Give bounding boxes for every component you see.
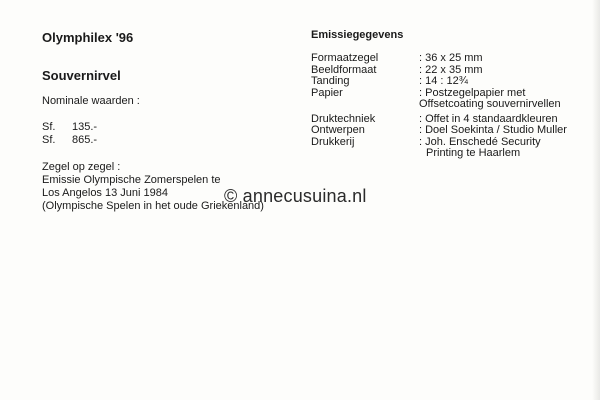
spec-value: [419, 53, 589, 65]
spec-label: Drukkerij: [311, 135, 355, 148]
spec-label: Beeldformaat: [311, 63, 377, 76]
spec-row: [311, 125, 596, 137]
spec-row: [311, 76, 596, 88]
spec-value-text: : Postzegelpapier met: [419, 86, 526, 99]
spec-value-text: : 36 x 25 mm: [419, 52, 483, 64]
nominale-values: [42, 121, 282, 147]
spec-value: [419, 137, 589, 160]
spec-value-text: : Offet in 4 standaardkleuren: [419, 112, 558, 125]
spec-row: [311, 137, 596, 160]
spec-value-continuation: Offsetcoating souvernirvellen: [419, 98, 561, 110]
spec-value: [419, 125, 589, 137]
spec-value: [419, 76, 589, 88]
spec-value-text: : 22 x 35 mm: [419, 63, 483, 76]
spec-label: Formaatzegel: [311, 52, 379, 64]
spec-label: Papier: [311, 86, 343, 99]
value-currency: Sf.: [42, 121, 56, 133]
zegel-line: Los Angelos 13 Juni 1984: [42, 187, 168, 199]
spec-value-text: : Doel Soekinta / Studio Muller: [419, 124, 567, 136]
document-subtitle: Souvernirvel: [42, 68, 121, 83]
document-title: Olymphilex '96: [42, 30, 134, 45]
value-amount: 865.-: [72, 134, 98, 146]
nominale-value-row: [42, 134, 282, 147]
emissie-title: Emissiegegevens: [311, 29, 404, 41]
right-column: [311, 29, 596, 160]
nominale-value-row: [42, 121, 282, 134]
value-amount: 135.-: [72, 121, 98, 133]
spec-value: [419, 88, 589, 111]
spec-value-text: : 14 : 12¾: [419, 75, 468, 87]
spec-value-continuation: Printing te Haarlem: [426, 147, 521, 159]
copyright-watermark: © annecusuina.nl: [224, 186, 367, 206]
spec-value-text: : Joh. Enschedé Security: [419, 135, 541, 148]
zegel-line: (Olympische Spelen in het oude Griekenland): [42, 200, 264, 212]
nominale-label: Nominale waarden :: [42, 95, 140, 107]
zegel-label: Zegel op zegel :: [42, 161, 121, 173]
spec-label: Druktechniek: [311, 112, 376, 125]
spec-row: [311, 88, 596, 111]
spec-label: Ontwerpen: [311, 124, 365, 136]
spec-label: Tanding: [311, 75, 350, 87]
spec-row: [311, 53, 596, 65]
zegel-line: Emissie Olympische Zomerspelen te: [42, 174, 221, 186]
value-currency: Sf.: [42, 134, 56, 146]
